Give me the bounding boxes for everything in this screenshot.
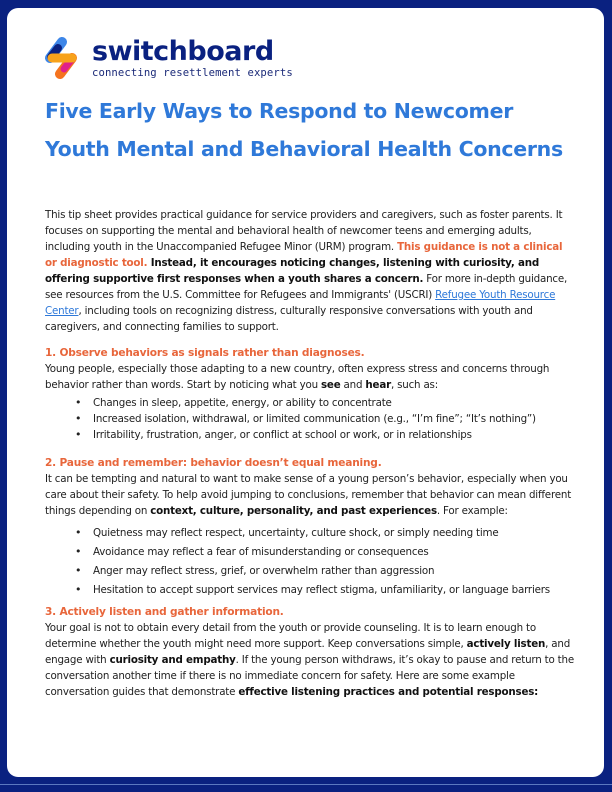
intro-text-3: , including tools on recognizing distress, culturally responsive conversations with youth and caregivers, and connecting families to support. (45, 305, 533, 333)
bold-text: see (320, 379, 341, 391)
text: It can be tempting and natural to want to make sense of a young person’s behavior, especially when you care about their safety. To help avoid jumping to conclusions, remember that behavior can mean different things depending on (45, 473, 572, 517)
list-item: • Anger may reflect stress, grief, or overwhelm rather than aggression (79, 563, 575, 579)
intro-text-2: For more in-depth guidance, see resources from the U.S. Committee for Refugees and Immigrants' (USCRI) (45, 273, 568, 301)
section-1-list (45, 395, 575, 443)
switchboard-logo (42, 36, 293, 86)
bold-text: actively listen (466, 638, 546, 650)
border-highlight (0, 784, 612, 785)
list-item: • Changes in sleep, appetite, energy, or ability to concentrate (79, 395, 575, 411)
bold-text: effective listening practices and potential responses: (238, 686, 539, 698)
text: . If the young person withdraws, it’s okay to pause and return to the conversation another time if there is no immediate concern for safety. Here are some example conversation guides that demonstrate (45, 654, 574, 698)
intro-bold: Instead, it encourages noticing changes, listening with curiosity, and offering supportive first responses when a youth shares a concern. (45, 257, 540, 285)
brand-tagline: connecting resettlement experts (92, 67, 293, 79)
logo-mark-icon (42, 36, 86, 82)
section-1-paragraph (45, 361, 575, 393)
intro-text: This tip sheet provides practical guidance for service providers and caregivers, such as foster parents. It focuses on supporting the mental and behavioral health of newcomer teens and emerging adults, including youth in the Unaccompanied Refugee Minor (URM) program. (45, 209, 563, 253)
bold-text: curiosity and empathy (109, 654, 236, 666)
section-1-heading: 1. Observe behaviors as signals rather than diagnoses. (45, 347, 365, 359)
bold-text: hear (365, 379, 391, 391)
disclaimer-highlight: This guidance is not a clinical or diagnostic tool. (45, 241, 563, 269)
bold-text: context, culture, personality, and past experiences (150, 505, 437, 517)
text: and (340, 379, 366, 391)
list-item: • Avoidance may reflect a fear of misunderstanding or consequences (79, 544, 575, 560)
text: , and engage with (45, 638, 571, 666)
brand-name: switchboard (92, 36, 274, 67)
document-body (45, 207, 575, 700)
text: , such as: (390, 379, 438, 391)
list-item: • Increased isolation, withdrawal, or limited communication (e.g., “I’m fine”; “It’s nothing”) (79, 411, 575, 427)
text: Your goal is not to obtain every detail from the youth or provide counseling. It is to learn enough to determine whether the youth might need more support. Keep conversations simple, (45, 622, 536, 650)
list-item: • Hesitation to accept support services may reflect stigma, unfamiliarity, or language barriers (79, 582, 575, 598)
resource-center-link[interactable]: Refugee Youth Resource Center (45, 289, 556, 317)
section-2-list (45, 525, 575, 598)
text: . For example: (436, 505, 508, 517)
section-3-paragraph (45, 620, 575, 700)
text: Young people, especially those adapting to a new country, often express stress and concerns through behavior rather than words. Start by noticing what you (45, 363, 550, 391)
section-3-heading: 3. Actively listen and gather information. (45, 606, 284, 618)
section-2-heading: 2. Pause and remember: behavior doesn’t equal meaning. (45, 457, 382, 469)
section-2-paragraph (45, 471, 575, 519)
page-title: Five Early Ways to Respond to Newcomer Youth Mental and Behavioral Health Concerns (45, 99, 563, 161)
list-item: • Quietness may reflect respect, uncertainty, culture shock, or simply needing time (79, 525, 575, 541)
list-item: • Irritability, frustration, anger, or conflict at school or work, or in relationships (79, 427, 575, 443)
intro-paragraph (45, 207, 575, 335)
